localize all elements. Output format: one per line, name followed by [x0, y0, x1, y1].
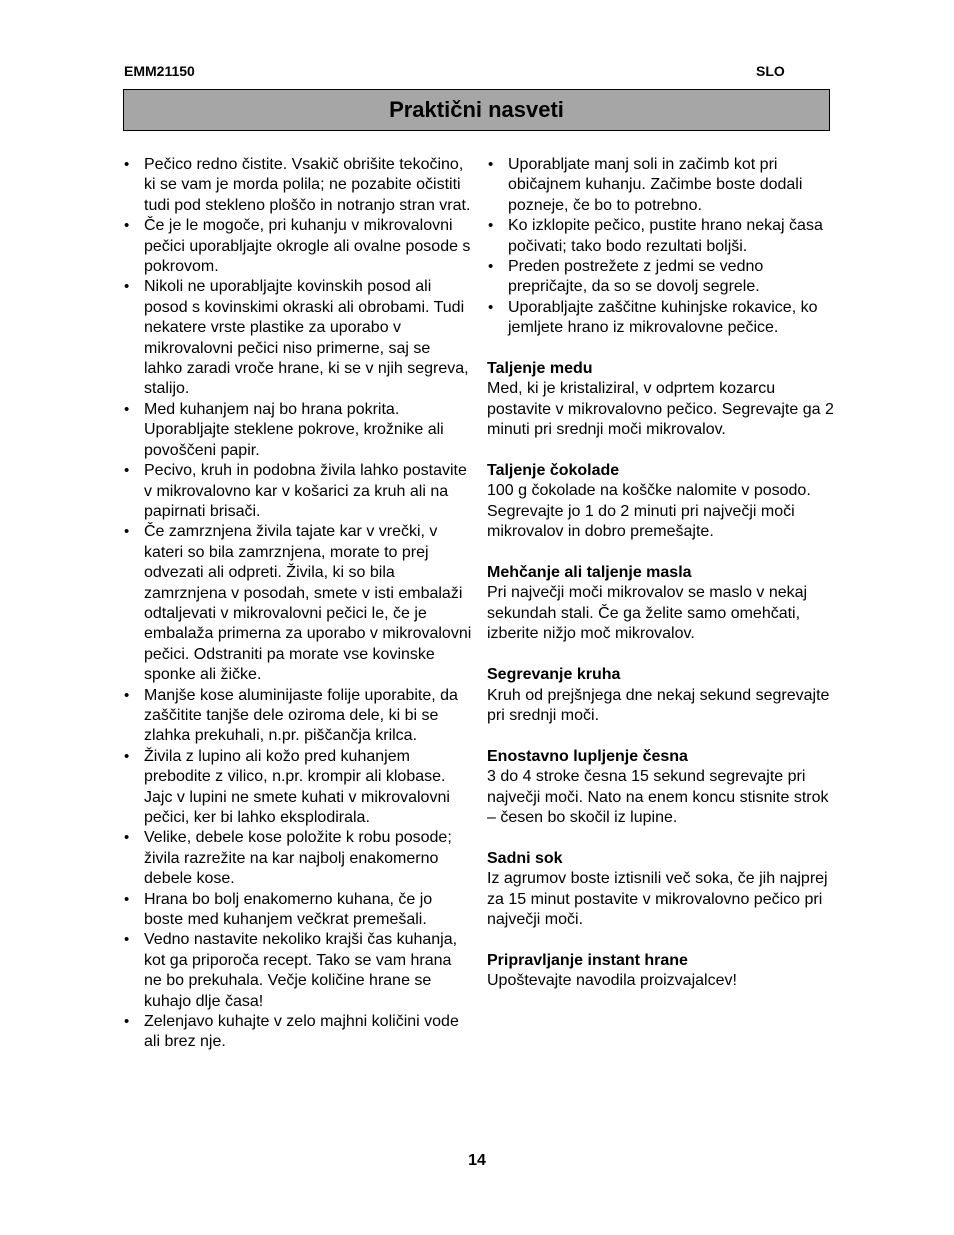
page-number: 14: [468, 1152, 486, 1169]
tips-list-right: [487, 155, 837, 339]
language-code: SLO: [756, 63, 785, 79]
section-text: 100 g čokolade na koščke nalomite v posodo. Segrevajte jo 1 do 2 minuti pri največji moči mikrovalov in dobro premešajte.: [487, 482, 811, 541]
section-instant-food: [487, 951, 837, 992]
list-item: • Preden postrežete z jedmi se vedno prepričajte, da so se dovolj segrele.: [487, 257, 837, 298]
section-text: 3 do 4 stroke česna 15 sekund segrevajte pri največji moči. Nato na enem koncu stisnite strok – česen bo skočil iz lupine.: [487, 768, 829, 826]
section-title: Pripravljanje instant hrane: [487, 951, 688, 969]
list-item: • Živila z lupino ali kožo pred kuhanjem prebodite z vilico, n.pr. krompir ali klobase. Jajc v lupini ne smete kuhati v mikrovalovni pečici, ker bi lahko eksplodirala.: [123, 747, 473, 829]
list-item: • Ko izklopite pečico, pustite hrano nekaj časa počivati; tako bodo rezultati boljši.: [487, 216, 837, 257]
right-column: [487, 155, 837, 992]
page-title: Praktični nasveti: [389, 97, 564, 122]
list-item: • Če je le mogoče, pri kuhanju v mikrovalovni pečici uporabljajte okrogle ali ovalne posode s pokrovom.: [123, 216, 473, 277]
model-number: EMM21150: [124, 63, 195, 79]
list-item: • Uporabljate manj soli in začimb kot pri običajnem kuhanju. Začimbe boste dodali pozneje, če bo to potrebno.: [487, 155, 837, 216]
section-title: Taljenje medu: [487, 360, 593, 378]
section-bread: [487, 665, 837, 726]
list-item: • Pečico redno čistite. Vsakič obrišite tekočino, ki se vam je morda polila; ne pozabite očistiti tudi pod stekleno ploščo in notranjo stran vrat.: [123, 155, 473, 216]
section-text: Kruh od prejšnjega dne nekaj sekund segrevajte pri srednji moči.: [487, 686, 830, 724]
left-column: [123, 155, 473, 1053]
tips-list-left: [123, 155, 473, 1053]
section-text: Med, ki je kristaliziral, v odprtem kozarcu postavite v mikrovalovno pečico. Segrevajte ga 2 minuti pri srednji moči mikrovalov.: [487, 380, 834, 439]
list-item: • Vedno nastavite nekoliko krajši čas kuhanja, kot ga priporoča recept. Tako se vam hrana ne bo prekuhala. Večje količine hrane se kuhajo dlje časa!: [123, 930, 473, 1012]
section-title: Taljenje čokolade: [487, 462, 620, 480]
section-text: Pri največji moči mikrovalov se maslo v nekaj sekundah stali. Če ga želite samo omehčati, izberite nižjo moč mikrovalov.: [487, 584, 808, 643]
list-item: • Med kuhanjem naj bo hrana pokrita. Uporabljajte steklene pokrove, krožnike ali povoščeni papir.: [123, 400, 473, 461]
list-item: • Uporabljajte zaščitne kuhinjske rokavice, ko jemljete hrano iz mikrovalovne pečice.: [487, 298, 837, 339]
section-butter: [487, 563, 837, 645]
section-title: Mehčanje ali taljenje masla: [487, 564, 692, 582]
list-item: • Če zamrznjena živila tajate kar v vrečki, v kateri so bila zamrznjena, morate to prej odvezati ali odpreti. Živila, ki so bila zamrznjena v posodah, smete v isti embalaži odtaljevati v mikrovalovni pečici le, če je embalaža primerna za uporabo v mikrovalovni pečici. Odstraniti pa morate vse kovinske sponke ali žičke.: [123, 522, 473, 685]
list-item: • Hrana bo bolj enakomerno kuhana, če jo boste med kuhanjem večkrat premešali.: [123, 890, 473, 931]
section-honey: [487, 359, 837, 441]
list-item: • Nikoli ne uporabljajte kovinskih posod ali posod s kovinskimi okraski ali obrobami. Tudi nekatere vrste plastike za uporabo v mikrovalovni pečici niso primerne, saj se lahko zaradi vroče hrane, ki se v njih segreva, stalijo.: [123, 277, 473, 399]
list-item: • Pecivo, kruh in podobna živila lahko postavite v mikrovalovno kar v košarici za kruh ali na papirnati brisači.: [123, 461, 473, 522]
section-garlic: [487, 747, 837, 829]
list-item: • Manjše kose aluminijaste folije uporabite, da zaščitite tanjše dele oziroma dele, ki bi se zlahka prekuhali, n.pr. piščančja krilca.: [123, 686, 473, 747]
section-juice: [487, 849, 837, 931]
section-chocolate: [487, 461, 837, 543]
section-text: Upoštevajte navodila proizvajalcev!: [487, 972, 737, 990]
section-title: Enostavno lupljenje česna: [487, 747, 688, 765]
section-title: Segrevanje kruha: [487, 666, 621, 684]
page-title-banner: [123, 89, 830, 131]
list-item: • Velike, debele kose položite k robu posode; živila razrežite na kar najbolj enakomerno debele kose.: [123, 828, 473, 889]
section-title: Sadni sok: [487, 849, 563, 867]
list-item: • Zelenjavo kuhajte v zelo majhni količini vode ali brez nje.: [123, 1012, 473, 1053]
section-text: Iz agrumov boste iztisnili več soka, če jih najprej za 15 minut postavite v mikrovalovno pečico pri največji moči.: [487, 870, 828, 928]
